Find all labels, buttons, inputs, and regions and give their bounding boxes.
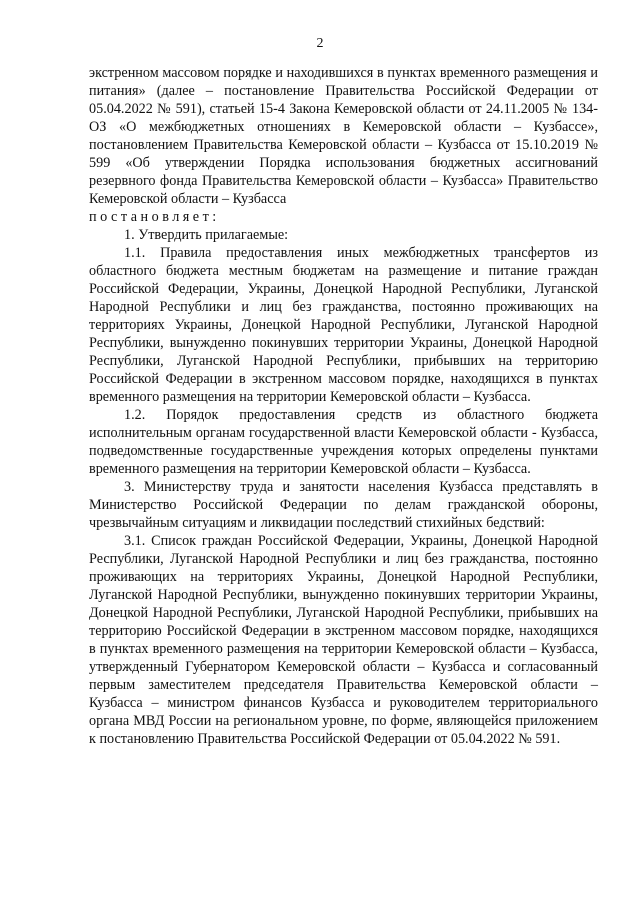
item-1-2: 1.2. Порядок предоставления средств из областного бюджета исполнительным органам государственной власти Кемеровской области - Кузбасса, подведомственные государственные учреждения которых определены пунктами временного размещения на территории Кемеровской области – Кузбасса. bbox=[89, 407, 598, 477]
item-3-1: 3.1. Список граждан Российской Федерации, Украины, Донецкой Народной Республики, Луганской Народной Республики и лиц без гражданства, постоянно проживающих на территориях Украины, Донецкой Народной Республики, Луганской Народной Республики, вынужденно покинувших территории Украины, Донецкой Народной Республики, Луганской Народной Республики, прибывших на территорию Российской Федерации в экстренном массовом порядке, находящихся в пунктах временного размещения на территории Кемеровской области – Кузбасса, утвержденный Губернатором Кемеровской области – Кузбасса и согласованный первым заместителем председателя Правительства Кемеровской области – Кузбасса – министром финансов Кузбасса и руководителем территориального органа МВД России на региональном уровне, по форме, являющейся приложением к постановлению Правительства Российской Федерации от 05.04.2022 № 591. bbox=[89, 533, 598, 747]
document-body bbox=[89, 64, 598, 748]
item-3: 3. Министерству труда и занятости населения Кузбасса представлять в Министерство Российской Федерации по делам гражданской обороны, чрезвычайным ситуациям и ликвидации последствий стихийных бедствий: bbox=[89, 479, 598, 531]
intro-paragraph: экстренном массовом порядке и находившихся в пунктах временного размещения и питания» (далее – постановление Правительства Российской Федерации от 05.04.2022 № 591), статьей 15-4 Закона Кемеровской области от 24.11.2005 № 134-ОЗ «О межбюджетных отношениях в Кемеровской области – Кузбассе», постановлением Правительства Кемеровской области – Кузбасса от 15.10.2019 № 599 «Об утверждении Порядка использования бюджетных ассигнований резервного фонда Правительства Кемеровской области – Кузбасса» Правительство Кемеровской области – Кузбасса bbox=[89, 65, 598, 207]
page-number: 2 bbox=[316, 36, 324, 51]
item-1-1: 1.1. Правила предоставления иных межбюджетных трансфертов из областного бюджета местным бюджетам на размещение и питание граждан Российской Федерации, Украины, Донецкой Народной Республики, Луганской Народной Республики и лиц без гражданства, постоянно проживающих на территориях Украины, Донецкой Народной Республики, Луганской Народной Республики, вынужденно покинувших территории Украины, Донецкой Народной Республики, Луганской Народной Республики, прибывших на территорию Российской Федерации в экстренном массовом порядке, находящихся в пунктах временного размещения на территории Кемеровской области – Кузбасса. bbox=[89, 245, 598, 405]
item-1: 1. Утвердить прилагаемые: bbox=[124, 227, 289, 243]
resolves-phrase: постановляет: bbox=[89, 209, 220, 225]
